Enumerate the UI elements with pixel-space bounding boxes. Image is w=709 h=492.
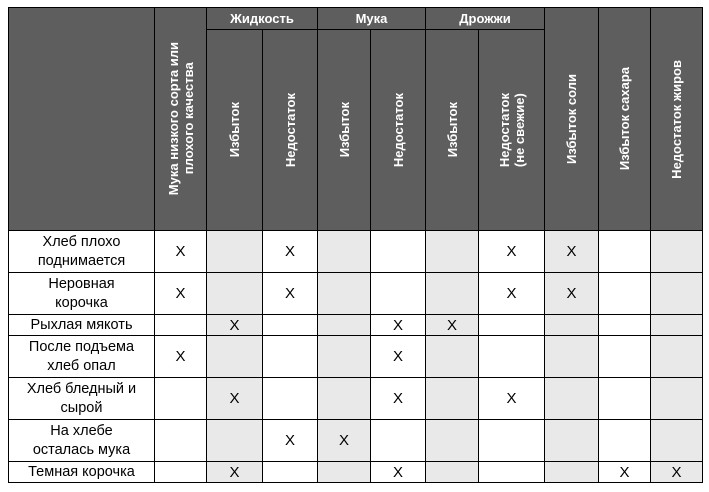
header-corner bbox=[9, 8, 155, 231]
group-header-liquid: Жидкость bbox=[207, 8, 318, 30]
table-row bbox=[9, 378, 703, 420]
table-cell bbox=[599, 231, 651, 273]
table-cell bbox=[263, 378, 318, 420]
table-cell: X bbox=[263, 231, 318, 273]
table-cell: X bbox=[155, 231, 207, 273]
table-cell bbox=[371, 420, 426, 462]
table-cell bbox=[155, 462, 207, 483]
table-cell bbox=[651, 378, 703, 420]
table-row bbox=[9, 315, 703, 336]
table-cell bbox=[371, 231, 426, 273]
table-cell bbox=[371, 273, 426, 315]
table-cell: X bbox=[207, 378, 263, 420]
column-header-yeast-excess: Избыток bbox=[426, 30, 479, 231]
table-cell bbox=[155, 315, 207, 336]
table-cell bbox=[651, 231, 703, 273]
table-body bbox=[9, 231, 703, 483]
table-cell: X bbox=[371, 315, 426, 336]
table-cell bbox=[545, 336, 599, 378]
table-cell: X bbox=[479, 378, 545, 420]
table-cell bbox=[318, 315, 371, 336]
table-cell bbox=[599, 336, 651, 378]
table-cell bbox=[426, 378, 479, 420]
table-cell bbox=[479, 336, 545, 378]
column-header-flour-lack: Недостаток bbox=[371, 30, 426, 231]
bread-defects-table bbox=[8, 7, 703, 483]
table-cell: X bbox=[545, 231, 599, 273]
row-label: Хлеб плохо поднимается bbox=[9, 231, 155, 273]
table-cell bbox=[545, 420, 599, 462]
table-row bbox=[9, 231, 703, 273]
table-cell: X bbox=[263, 420, 318, 462]
table-cell bbox=[651, 420, 703, 462]
column-header-lack-of-fat: Недостаток жиров bbox=[651, 8, 703, 231]
table-cell bbox=[479, 420, 545, 462]
row-label: На хлебе осталась мука bbox=[9, 420, 155, 462]
table-cell bbox=[318, 231, 371, 273]
table-cell: X bbox=[599, 462, 651, 483]
table-row bbox=[9, 273, 703, 315]
table-cell bbox=[263, 315, 318, 336]
row-label: Хлеб бледный и сырой bbox=[9, 378, 155, 420]
table-cell: X bbox=[155, 336, 207, 378]
table-cell bbox=[155, 420, 207, 462]
table-cell bbox=[651, 315, 703, 336]
table-cell bbox=[545, 315, 599, 336]
table-cell bbox=[426, 231, 479, 273]
table-cell: X bbox=[371, 336, 426, 378]
table-cell bbox=[599, 273, 651, 315]
table-cell bbox=[651, 273, 703, 315]
table-cell bbox=[263, 336, 318, 378]
table-cell bbox=[426, 273, 479, 315]
header-row-groups bbox=[9, 8, 703, 30]
table-cell: X bbox=[207, 462, 263, 483]
table-cell bbox=[318, 336, 371, 378]
table-cell: X bbox=[651, 462, 703, 483]
column-header-yeast-lack: Недостаток (не свежие) bbox=[479, 30, 545, 231]
table-cell bbox=[207, 231, 263, 273]
table-cell bbox=[426, 336, 479, 378]
column-header-low-grade-flour: Мука низкого сорта или плохого качества bbox=[155, 8, 207, 231]
table-cell: X bbox=[479, 231, 545, 273]
table-cell bbox=[599, 378, 651, 420]
table-row bbox=[9, 336, 703, 378]
table-cell bbox=[207, 420, 263, 462]
table-cell bbox=[207, 273, 263, 315]
row-label: Рыхлая мякоть bbox=[9, 315, 155, 336]
table-cell: X bbox=[479, 273, 545, 315]
table-cell bbox=[426, 462, 479, 483]
table-cell bbox=[318, 273, 371, 315]
group-header-flour: Мука bbox=[318, 8, 426, 30]
table-cell bbox=[545, 378, 599, 420]
column-header-liquid-excess: Избыток bbox=[207, 30, 263, 231]
table-cell bbox=[318, 462, 371, 483]
table-cell bbox=[263, 462, 318, 483]
table-cell bbox=[479, 315, 545, 336]
table-cell bbox=[318, 378, 371, 420]
column-header-flour-excess: Избыток bbox=[318, 30, 371, 231]
causes-table-container bbox=[8, 7, 703, 483]
row-label: Темная корочка bbox=[9, 462, 155, 483]
table-row bbox=[9, 420, 703, 462]
table-cell bbox=[599, 420, 651, 462]
table-cell bbox=[155, 378, 207, 420]
column-header-liquid-lack: Недостаток bbox=[263, 30, 318, 231]
table-cell: X bbox=[207, 315, 263, 336]
row-label: Неровная корочка bbox=[9, 273, 155, 315]
table-cell: X bbox=[318, 420, 371, 462]
table-cell bbox=[426, 420, 479, 462]
table-cell: X bbox=[426, 315, 479, 336]
group-header-yeast: Дрожжи bbox=[426, 8, 545, 30]
table-cell bbox=[207, 336, 263, 378]
table-cell: X bbox=[371, 462, 426, 483]
table-cell bbox=[599, 315, 651, 336]
table-cell bbox=[545, 462, 599, 483]
column-header-excess-sugar: Избыток сахара bbox=[599, 8, 651, 231]
table-cell bbox=[479, 462, 545, 483]
table-cell: X bbox=[371, 378, 426, 420]
table-cell bbox=[651, 336, 703, 378]
table-row bbox=[9, 462, 703, 483]
column-header-excess-salt: Избыток соли bbox=[545, 8, 599, 231]
table-cell: X bbox=[263, 273, 318, 315]
table-cell: X bbox=[545, 273, 599, 315]
row-label: После подъема хлеб опал bbox=[9, 336, 155, 378]
table-cell: X bbox=[155, 273, 207, 315]
